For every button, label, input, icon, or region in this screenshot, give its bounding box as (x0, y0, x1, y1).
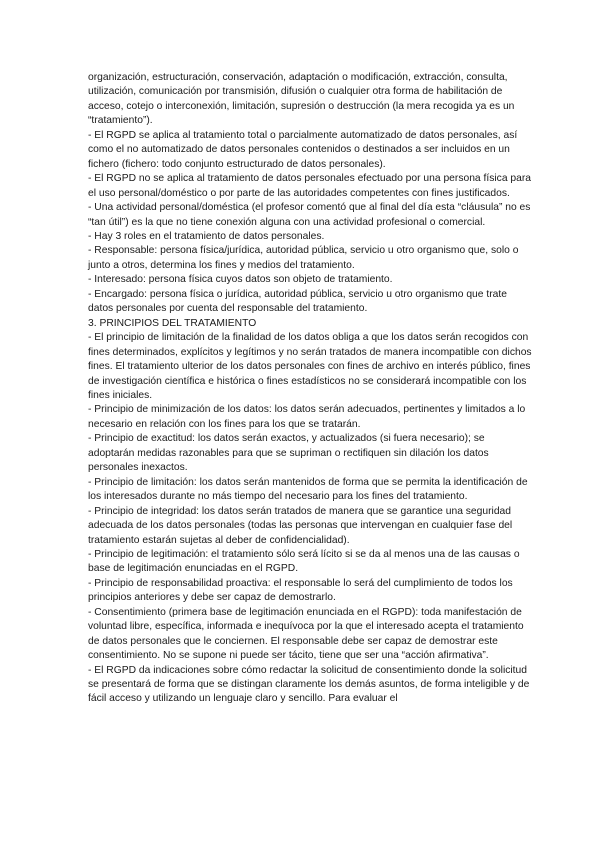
paragraph-limitacion-finalidad: - El principio de limitación de la finalidad de los datos obliga a que los datos serán recogidos con fines determinados, explícitos y legítimos y no serán tratados de manera incompatible con dichos fines. El tratamiento ulterior de los datos personales con fines de archivo en interés público, fines de investigación científica e histórica o fines estadísticos no se considerará incompatible con los fines iniciales. (88, 332, 532, 401)
paragraph-definicion-tratamiento: organización, estructuración, conservación, adaptación o modificación, extracción, consulta, utilización, comunicación por transmisión, difusión o cualquier otra forma de habilitación de acceso, cotejo o interconexión, limitación, supresión o destrucción (la mera recogida ya es un “tratamiento”). (88, 72, 515, 127)
paragraph-limitacion: - Principio de limitación: los datos serán mantenidos de forma que se permita la identificación de los interesados durante no más tiempo del necesario para los fines del tratamiento. (88, 476, 528, 503)
paragraph-actividad-domestica: - Una actividad personal/doméstica (el profesor comentó que al final del día esta “cláusula” no es “tan útil”) es la que no tiene conexión alguna con una actividad profesional o comercial. (88, 202, 531, 228)
paragraph-roles: - Hay 3 roles en el tratamiento de datos personales. (88, 230, 325, 242)
paragraph-interesado: - Interesado: persona física cuyos datos son objeto de tratamiento. (88, 274, 393, 286)
section-heading-principios: 3. PRINCIPIOS DEL TRATAMIENTO (88, 317, 257, 329)
paragraph-consentimiento: - Consentimiento (primera base de legitimación enunciada en el RGPD): toda manifestación de voluntad libre, específica, informada e inequívoca por la que el interesado acepta el tratamiento de datos personales que le conciernen. El responsable debe ser capaz de demostrar este consentimiento. No se supone ni puede ser tácito, tiene que ser una “acción afirmativa”. (88, 606, 524, 662)
paragraph-responsabilidad-proactiva: - Principio de responsabilidad proactiva: el responsable lo será del cumplimiento de todos los principios anteriores y debe ser capaz de demostrarlo. (88, 577, 513, 604)
paragraph-minimizacion: - Principio de minimización de los datos: los datos serán adecuados, pertinentes y limitados a lo necesario en relación con los fines para los que se tratarán. (88, 404, 526, 430)
paragraph-ambito-aplicacion: - El RGPD se aplica al tratamiento total o parcialmente automatizado de datos personales, así como el no automatizado de datos personales contenidos o destinados a ser incluidos en un fichero (fichero: todo conjunto estructurado de datos personales). (88, 129, 518, 170)
paragraph-solicitud-consentimiento: - El RGPD da indicaciones sobre cómo redactar la solicitud de consentimiento donde la solicitud se presentará de forma que se distingan claramente los demás asuntos, de forma inteligible y de fácil acceso y utilizando un lenguaje claro y sencillo. Para evaluar el (88, 664, 530, 705)
paragraph-integridad: - Principio de integridad: los datos serán tratados de manera que se garantice una seguridad adecuada de los datos personales (todas las personas que intervengan en cualquier fase del tratamiento estarán sujetas al deber de confidencialidad). (88, 505, 513, 546)
paragraph-exclusiones: - El RGPD no se aplica al tratamiento de datos personales efectuado por una persona física para el uso personal/doméstico o por parte de las autoridades competentes con fines justificados. (88, 173, 532, 199)
paragraph-responsable: - Responsable: persona física/jurídica, autoridad pública, servicio u otro organismo que, solo o junto a otros, determina los fines y medios del tratamiento. (88, 245, 519, 271)
paragraph-legitimacion: - Principio de legitimación: el tratamiento sólo será lícito si se da al menos una de las causas o base de legitimación enunciadas en el RGPD. (88, 548, 520, 575)
paragraph-exactitud: - Principio de exactitud: los datos serán exactos, y actualizados (si fuera necesario); se adoptarán medidas razonables para que se supriman o rectifiquen sin dilación los datos personales inexactos. (88, 433, 489, 474)
document-page (88, 71, 532, 707)
paragraph-encargado: - Encargado: persona física o jurídica, autoridad pública, servicio u otro organismo que trate datos personales por cuenta del responsable del tratamiento. (88, 288, 507, 315)
